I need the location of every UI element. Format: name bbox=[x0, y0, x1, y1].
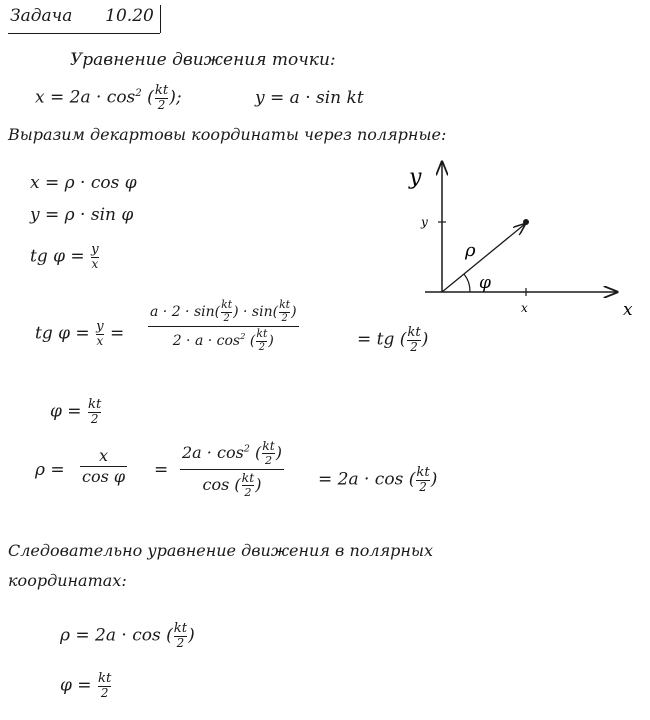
conclusion-line-1: Следовательно уравнение движения в полярных bbox=[8, 541, 433, 560]
phi-result: φ = $\frac{kt}{2}$ bbox=[50, 397, 102, 427]
tg-big-fraction: a · 2 · sin( $\frac{kt}{2}$ ) · sin( $\frac{kt}{2}$ ) $2 \cdot a \cdot \cos^2$ ( $\frac{kt}{2}$ ) bbox=[150, 298, 297, 353]
rho-fraction-1: x cos φ bbox=[82, 446, 126, 486]
final-phi-equation: φ = $\frac{kt}{2}$ bbox=[60, 671, 112, 701]
rho-eq-1: = bbox=[154, 460, 169, 480]
polar-eq-y: y = ρ · sin φ bbox=[30, 205, 134, 225]
y-tick-label: y bbox=[421, 215, 428, 229]
conclusion-line-2: координатах: bbox=[8, 571, 127, 590]
equation-x: $x = 2a \cdot \cos^2$ ( $\frac{kt}{2}$ ); bbox=[35, 83, 182, 113]
title-underline bbox=[8, 33, 160, 34]
section1-heading: Уравнение движения точки: bbox=[70, 50, 336, 70]
coordinate-diagram bbox=[395, 150, 645, 325]
title-number: 10.20 bbox=[105, 6, 154, 26]
polar-eq-tg: tg φ = $\frac{y}{x}$ bbox=[30, 242, 99, 272]
rho-lhs: ρ = bbox=[35, 460, 65, 480]
equation-y: y = a · sin kt bbox=[255, 88, 364, 108]
phi-arc bbox=[464, 274, 470, 292]
final-rho-equation: ρ = 2a · cos ( $\frac{kt}{2}$ ) bbox=[60, 621, 195, 651]
rho-label: ρ bbox=[465, 240, 476, 261]
x-axis-label: x bbox=[623, 300, 633, 320]
polar-eq-x: x = ρ · cos φ bbox=[30, 173, 137, 193]
tg-result: = tg ( $\frac{kt}{2}$ ) bbox=[357, 325, 429, 355]
page-title bbox=[10, 8, 154, 25]
section2-heading: Выразим декартовы координаты через полярные: bbox=[8, 125, 447, 144]
title-label: Задача bbox=[10, 6, 73, 26]
x-tick-label: x bbox=[521, 301, 528, 315]
rho-fraction-2: $2a \cdot \cos^2$ ( $\frac{kt}{2}$ ) cos ( $\frac{kt}{2}$ ) bbox=[182, 438, 283, 500]
rho-result: = 2a · cos ( $\frac{kt}{2}$ ) bbox=[318, 465, 438, 495]
phi-label: φ bbox=[479, 273, 491, 293]
title-corner bbox=[160, 5, 161, 33]
point-marker bbox=[523, 219, 529, 225]
y-axis-label: y bbox=[409, 165, 422, 190]
tg-lhs: tg φ = $\frac{y}{x}$ = bbox=[35, 319, 125, 349]
